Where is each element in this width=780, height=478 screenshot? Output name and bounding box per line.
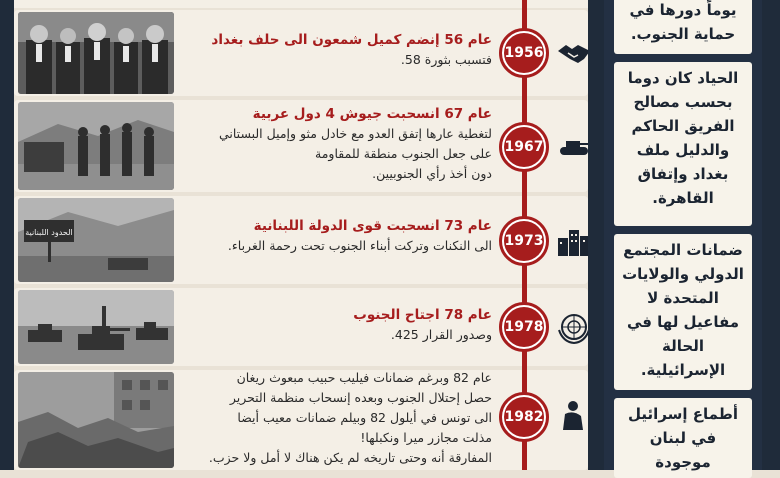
body-line: حصل إحتلال الجنوب وبعده إنسحاب منظمة التحرير xyxy=(229,390,492,405)
year-label: 1956 xyxy=(504,33,544,73)
headline-1956: عام 56 إنضم كميل شمعون الى حلف بغداد xyxy=(211,32,492,48)
text-block-1967 xyxy=(182,104,492,184)
side-note-4: أطماع إسرائيل في لبنان موجودة xyxy=(614,398,752,478)
border-sign-photo xyxy=(18,198,174,282)
body-line: على جعل الجنوب منطقة للمقاومة xyxy=(315,146,492,161)
body-line: المفارقة أنه وحتى تاريخه لم يكن هناك لا أمل ولا حزب. xyxy=(208,450,492,465)
headline-1978: عام 78 اجتاح الجنوب xyxy=(353,307,492,323)
text-block-1978 xyxy=(182,305,492,345)
side-panel xyxy=(604,0,762,470)
body-line: لتغطية عارها إتفق العدو مع خادل مثو وإميل البستاني xyxy=(218,126,492,141)
headline-1967: عام 67 انسحبت جيوش 4 دول عربية xyxy=(252,106,492,122)
text-block-1956 xyxy=(182,30,492,70)
body-line: وصدور القرار 425. xyxy=(390,327,492,342)
body-line: عام 82 وبرغم ضمانات فيليب حبيب مبعوث ريغان xyxy=(236,370,492,385)
headline-1973: عام 73 انسحبت قوى الدولة اللبنانية xyxy=(253,218,492,234)
year-label: 1982 xyxy=(504,397,544,437)
text-block-1982 xyxy=(182,368,492,468)
men-in-suits-photo xyxy=(18,12,174,94)
year-label: 1978 xyxy=(504,307,544,347)
year-badge-1973 xyxy=(499,216,549,266)
body-line: الى تونس في أيلول 82 وبيلم ضمانات معيب أيضا xyxy=(237,410,492,425)
right-border xyxy=(762,0,780,470)
divider xyxy=(588,0,604,470)
left-border xyxy=(0,0,14,470)
body-line: فتسبب بثورة 58. xyxy=(400,52,492,67)
year-badge-1967 xyxy=(499,122,549,172)
year-badge-1982 xyxy=(499,392,549,442)
body-line: الى النكنات وتركت أبناء الجنوب تحت رحمة الغرباء. xyxy=(227,238,492,253)
top-strip xyxy=(14,0,588,8)
year-label: 1967 xyxy=(504,127,544,167)
year-badge-1978 xyxy=(499,302,549,352)
tanks-photo xyxy=(18,290,174,364)
side-note-1: يوماً دورها في حماية الجنوب. xyxy=(614,0,752,54)
body-line: مذلت مجازر ميرا ونكبلها! xyxy=(360,430,492,445)
body-line: دون أخذ رأي الجنوبيين. xyxy=(372,166,492,181)
side-note-3: ضمانات المجتمع الدولي والولايات المتحدة لا مفاعيل لها في الحالة الإسرائيلية. xyxy=(614,234,752,390)
border-sign-text: الحدود اللبنانية xyxy=(25,228,73,237)
text-block-1973 xyxy=(182,216,492,256)
rubble-photo xyxy=(18,372,174,468)
soldiers-photo xyxy=(18,102,174,190)
side-note-2: الحياد كان دوما بحسب مصالح الفريق الحاكم والدليل ملف بغداد وإتفاق القاهرة. xyxy=(614,62,752,226)
year-badge-1956 xyxy=(499,28,549,78)
year-label: 1973 xyxy=(504,221,544,261)
